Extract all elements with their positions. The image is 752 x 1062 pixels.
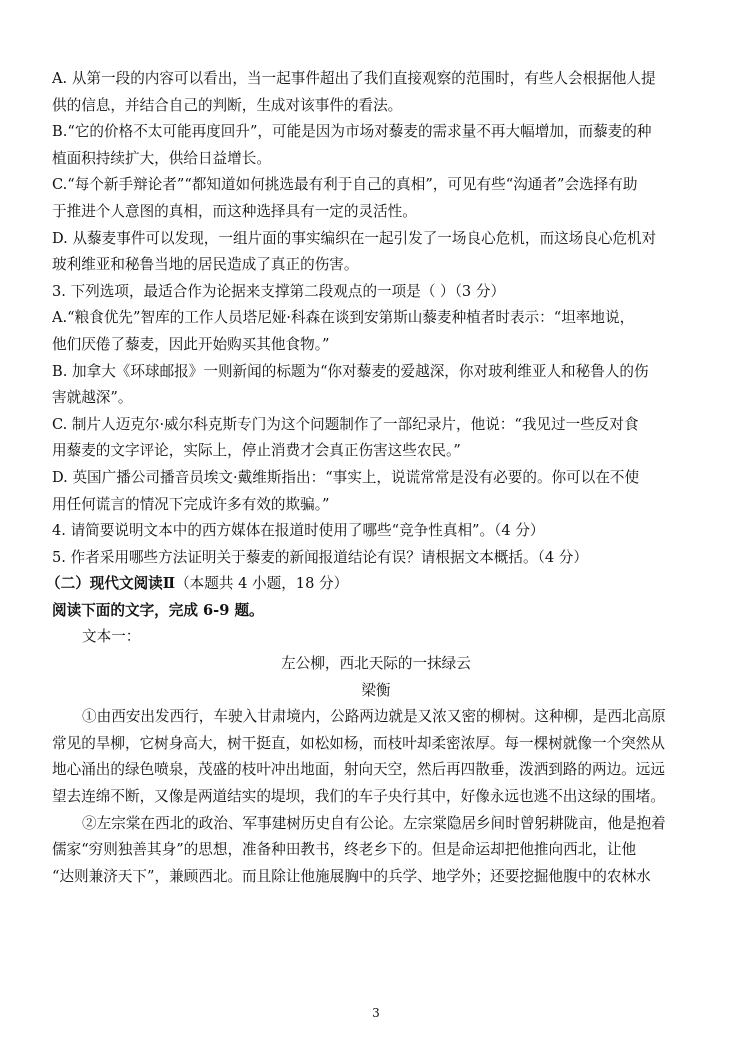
- q3-option-b-line-1: B. 加拿大《环球邮报》一则新闻的标题为“你对藜麦的爱越深，你对玻利维亚人和秘鲁人的伤: [52, 362, 649, 380]
- q3-option-c-line-2: 用藜麦的文字评论，实际上，停止消费才会真正伤害这些农民。”: [52, 442, 461, 460]
- section-2-heading: [46, 571, 700, 598]
- essay-author: 梁衡: [361, 681, 391, 699]
- text-label: 文本一：: [82, 628, 141, 646]
- paragraph-1-line-4: 望去连绵不断，又像是两道结实的堤坝，我们的车子央行其中，好像永远也逃不出这绿的围堵。: [52, 788, 665, 806]
- section-2-note: （本题共 4 小题，18 分）: [175, 575, 349, 593]
- page-number: 3: [372, 1006, 380, 1020]
- question-3: 3. 下列选项，最适合作为论据来支撑第二段观点的一项是（ ）（3 分）: [52, 282, 506, 300]
- option-d-line-1: D. 从藜麦事件可以发现，一组片面的事实编织在一起引发了一场良心危机，而这场良心危机对: [52, 229, 657, 247]
- q3-option-a-line-1: A.“粮食优先”智库的工作人员塔尼娅·科森在谈到安第斯山藜麦种植者时表示：“坦率地说，: [52, 309, 635, 327]
- option-d-line-2: 玻利维亚和秘鲁当地的居民造成了真正的伤害。: [52, 256, 359, 274]
- option-b-line-1: B.“它的价格不太可能再度回升”，可能是因为市场对藜麦的需求量不再大幅增加，而藜麦的种: [52, 123, 652, 141]
- paragraph-1-line-1: ①由西安出发西行，车驶入甘肃境内，公路两边就是又浓又密的柳树。这种柳，是西北高原: [82, 708, 666, 726]
- option-c-line-2: 于推进个人意图的真相，而这种选择具有一定的灵活性。: [52, 202, 417, 220]
- reading-instruction: 阅读下面的文字，完成 6-9 题。: [52, 601, 264, 619]
- q3-option-a-line-2: 他们厌倦了藜麦，因此开始购买其他食物。”: [52, 335, 330, 353]
- option-a-line-1: A. 从第一段的内容可以看出，当一起事件超出了我们直接观察的范围时，有些人会根据他人提: [52, 70, 656, 87]
- q3-option-d-line-2: 用任何谎言的情况下完成许多有效的欺骗。”: [52, 495, 330, 513]
- section-2-title: （二）现代文阅读Ⅱ: [46, 575, 176, 593]
- essay-title: 左公柳，西北天际的一抹绿云: [281, 655, 471, 673]
- q3-option-b-line-2: 害就越深”。: [52, 389, 133, 407]
- paragraph-2-line-1: ②左宗棠在西北的政治、军事建树历史自有公论。左宗棠隐居乡间时曾躬耕陇亩，他是抱着: [82, 814, 666, 832]
- q3-option-c-line-1: C. 制片人迈克尔·威尔科克斯专门为这个问题制作了一部纪录片，他说：“我见过一些反对食: [52, 415, 639, 433]
- option-b-line-2: 植面积持续扩大，供给日益增长。: [52, 149, 271, 167]
- question-5: 5. 作者采用哪些方法证明关于藜麦的新闻报道结论有误？请根据文本概括。（4 分）: [52, 548, 588, 566]
- paragraph-1-line-2: 常见的旱柳，它树身高大，树干挺直，如松如杨，而枝叶却柔密浓厚。每一棵树就像一个突然从: [52, 734, 665, 752]
- q3-option-d-line-1: D. 英国广播公司播音员埃文·戴维斯指出：“事实上，说谎常常是没有必要的。你可以在不使: [52, 468, 640, 486]
- option-c-line-1: C.“每个新手辩论者”“都知道如何挑选最有利于自己的真相”，可见有些“沟通者”会选择有助: [52, 176, 638, 194]
- option-a-line-2: 供的信息，并结合自己的判断，生成对该事件的看法。: [52, 96, 403, 114]
- paragraph-1-line-3: 地心涌出的绿色喷泉，茂盛的枝叶冲出地面，射向天空，然后再四散垂，泼洒到路的两边。远远: [52, 761, 665, 779]
- paragraph-2-line-2: 儒家“穷则独善其身”的思想，准备种田教书，终老乡下的。但是命运却把他推向西北，让他: [52, 841, 637, 859]
- question-4: 4. 请简要说明文本中的西方媒体在报道时使用了哪些“竞争性真相”。（4 分）: [52, 522, 545, 540]
- paragraph-2-line-3: “达则兼济天下”，兼顾西北。而且除让他施展胸中的兵学、地学外；还要挖掘他腹中的农林水: [52, 867, 651, 885]
